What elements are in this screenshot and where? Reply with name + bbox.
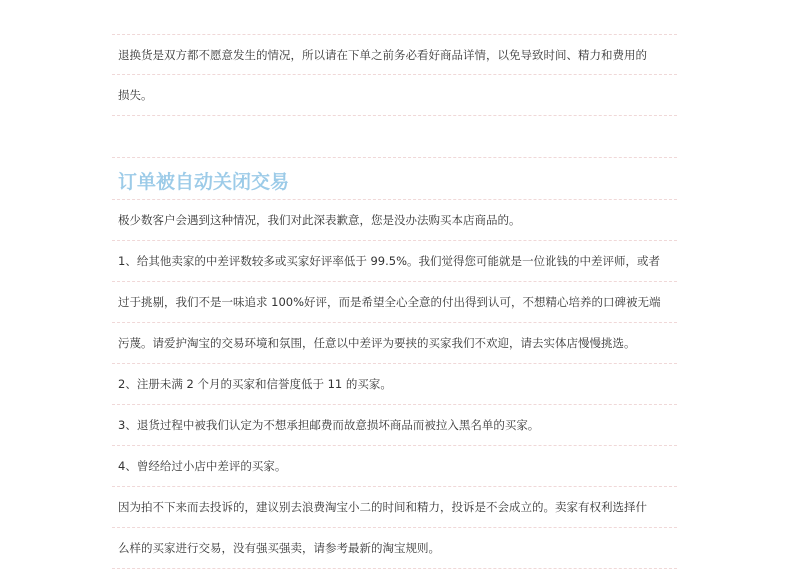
text-line: 因为拍不下来而去投诉的，建议别去浪费淘宝小二的时间和精力，投诉是不会成立的。卖家有权利选择什 (112, 487, 677, 528)
text-line: 退换货是双方都不愿意发生的情况，所以请在下单之前务必看好商品详情，以免导致时间、精力和费用的 (112, 34, 677, 75)
section-heading: 订单被自动关闭交易 (112, 158, 677, 200)
text-line: 过于挑剔，我们不是一味追求 100%好评，而是希望全心全意的付出得到认可，不想精心培养的口碑被无端 (112, 282, 677, 323)
policy-content (112, 34, 677, 569)
text-line: 极少数客户会遇到这种情况，我们对此深表歉意，您是没办法购买本店商品的。 (112, 200, 677, 241)
text-line: 3、退货过程中被我们认定为不想承担邮费而故意损坏商品而被拉入黑名单的买家。 (112, 405, 677, 446)
spacer-line (112, 116, 677, 158)
text-line: 4、曾经给过小店中差评的买家。 (112, 446, 677, 487)
text-line: 2、注册未满 2 个月的买家和信誉度低于 11 的买家。 (112, 364, 677, 405)
text-line: 损失。 (112, 75, 677, 116)
text-line: 么样的买家进行交易，没有强买强卖，请参考最新的淘宝规则。 (112, 528, 677, 569)
text-line: 污蔑。请爱护淘宝的交易环境和氛围，任意以中差评为要挟的买家我们不欢迎，请去实体店慢慢挑选。 (112, 323, 677, 364)
text-line: 1、给其他卖家的中差评数较多或买家好评率低于 99.5%。我们觉得您可能就是一位讹钱的中差评师，或者 (112, 241, 677, 282)
